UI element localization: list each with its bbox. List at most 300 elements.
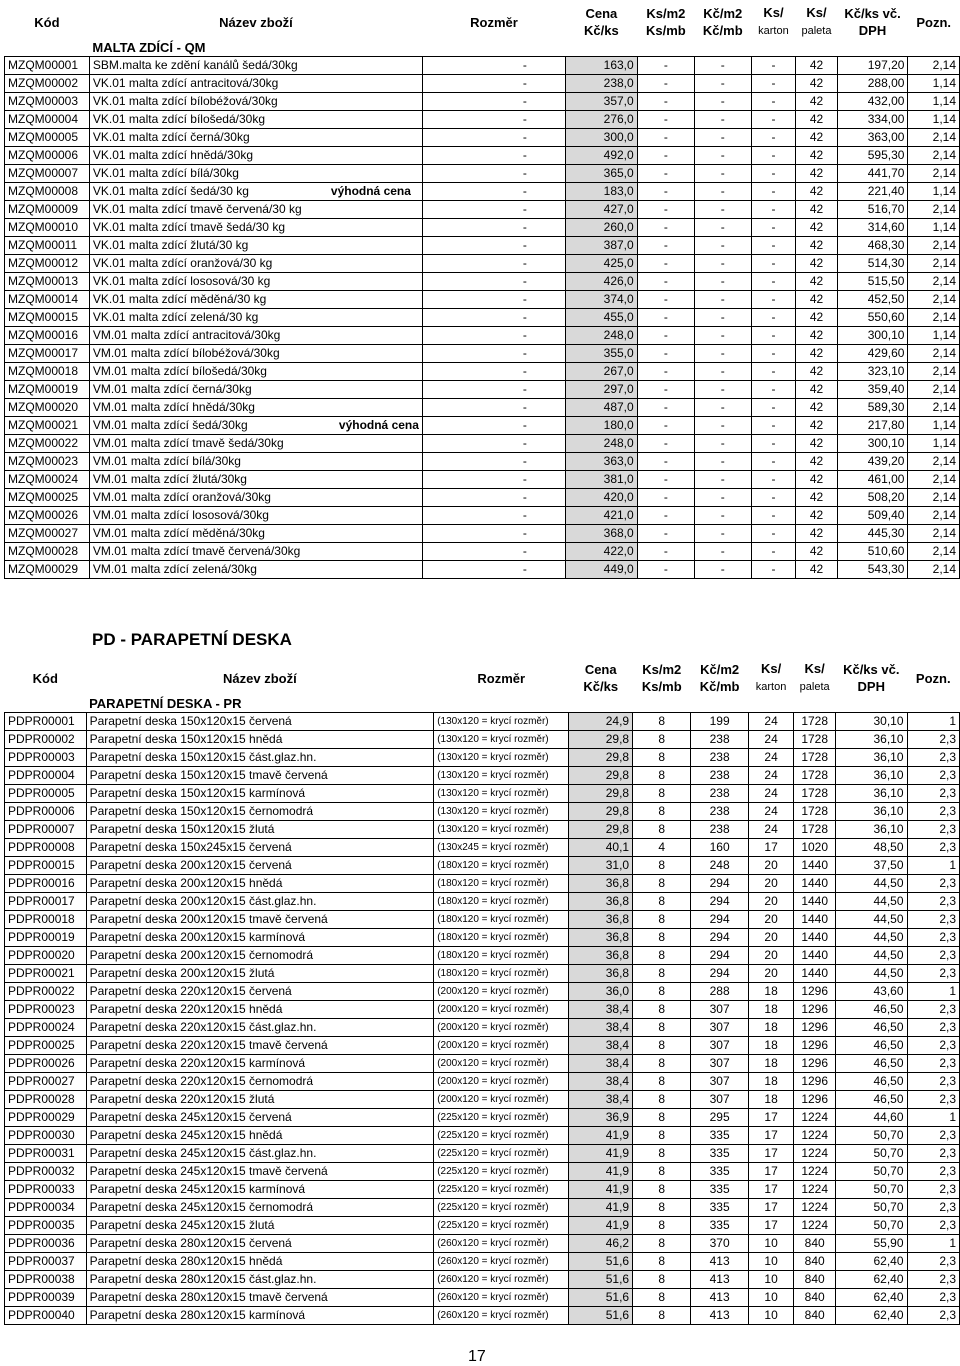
cell-nazev: Parapetní deska 245x120x15 červená [86, 1109, 434, 1127]
cell-paleta: 1728 [794, 767, 836, 785]
cell-dph: 44,50 [836, 929, 908, 947]
cell-pozn: 2,3 [907, 1163, 959, 1181]
cell-ksm: 8 [633, 1181, 691, 1199]
cell-karton: 20 [748, 911, 794, 929]
cell-rozmer: (130x120 = krycí rozměr) [434, 803, 569, 821]
col-nazev: Název zboží [219, 14, 293, 30]
cell-ksm: 8 [633, 893, 691, 911]
cell-pozn: 1,14 [908, 75, 960, 93]
cell-ksm: 8 [633, 1199, 691, 1217]
cell-paleta: 42 [796, 363, 837, 381]
cell-dph: 50,70 [836, 1127, 908, 1145]
cell-nazev: VK.01 malta zdící oranžová/30 kg [89, 255, 422, 273]
cell-kod: MZQM00014 [5, 291, 90, 309]
table-row [5, 1001, 960, 1019]
table-row [5, 1235, 960, 1253]
cell-karton: 18 [748, 1037, 794, 1055]
cell-karton: - [751, 507, 796, 525]
cell-rozmer: (260x120 = krycí rozměr) [434, 1289, 569, 1307]
cell-paleta: 1224 [794, 1199, 836, 1217]
cell-karton: - [751, 237, 796, 255]
table-row [5, 525, 960, 543]
cell-nazev: VM.01 malta zdící lososová/30kg [89, 507, 422, 525]
cell-kod: PDPR00018 [5, 911, 87, 929]
cell-kod: PDPR00004 [5, 767, 87, 785]
cell-ksm: 8 [633, 1055, 691, 1073]
cell-paleta: 1440 [794, 857, 836, 875]
cell-paleta: 1224 [794, 1163, 836, 1181]
cell-kod: PDPR00007 [5, 821, 87, 839]
table-row [5, 201, 960, 219]
cell-paleta: 840 [794, 1271, 836, 1289]
cell-nazev: VK.01 malta zdící antracitová/30kg [89, 75, 422, 93]
cell-kod: MZQM00026 [5, 507, 90, 525]
cell-rozmer: - [422, 435, 565, 453]
table-row [5, 381, 960, 399]
cell-rozmer: - [422, 237, 565, 255]
cell-kcm: - [695, 489, 751, 507]
cell-kod: MZQM00022 [5, 435, 90, 453]
cell-paleta: 42 [796, 507, 837, 525]
cell-karton: - [751, 453, 796, 471]
cell-karton: 18 [748, 1091, 794, 1109]
cell-kcm: 413 [691, 1271, 748, 1289]
cell-cena: 248,0 [566, 435, 638, 453]
cell-karton: 10 [748, 1253, 794, 1271]
cell-ksm: - [637, 327, 694, 345]
cell-ksm: - [637, 345, 694, 363]
cell-paleta: 1728 [794, 785, 836, 803]
cell-kod: MZQM00003 [5, 93, 90, 111]
cell-ksm: 8 [633, 983, 691, 1001]
cell-ksm: - [637, 543, 694, 561]
cell-pozn: 2,14 [908, 237, 960, 255]
table-row [5, 327, 960, 345]
table-row [5, 1217, 960, 1235]
cell-dph: 43,60 [836, 983, 908, 1001]
cell-dph: 288,00 [837, 75, 908, 93]
cell-karton: - [751, 561, 796, 579]
cell-kod: MZQM00010 [5, 219, 90, 237]
table-row [5, 1109, 960, 1127]
cell-nazev: Parapetní deska 280x120x15 červená [86, 1235, 434, 1253]
cell-rozmer: - [422, 345, 565, 363]
cell-kcm: 294 [691, 947, 748, 965]
cell-kcm: 413 [691, 1289, 748, 1307]
table-row [5, 1271, 960, 1289]
cell-ksm: 8 [633, 1019, 691, 1037]
cell-nazev: VK.01 malta zdící černá/30kg [89, 129, 422, 147]
cell-kod: PDPR00035 [5, 1217, 87, 1235]
cell-pozn: 2,3 [907, 929, 959, 947]
cell-karton: - [751, 471, 796, 489]
cell-kod: PDPR00029 [5, 1109, 87, 1127]
cell-rozmer: - [422, 309, 565, 327]
cell-cena: 248,0 [566, 327, 638, 345]
cell-cena: 426,0 [566, 273, 638, 291]
cell-kod: PDPR00008 [5, 839, 87, 857]
cell-dph: 300,10 [837, 435, 908, 453]
cell-karton: - [751, 129, 796, 147]
cell-dph: 46,50 [836, 1037, 908, 1055]
cell-kcm: 238 [691, 749, 748, 767]
cell-nazev: Parapetní deska 245x120x15 hnědá [86, 1127, 434, 1145]
cell-paleta: 1728 [794, 803, 836, 821]
cell-pozn: 2,3 [907, 731, 959, 749]
cell-cena: 41,9 [569, 1127, 633, 1145]
cell-rozmer: (200x120 = krycí rozměr) [434, 1001, 569, 1019]
cell-kod: PDPR00027 [5, 1073, 87, 1091]
cell-cena: 38,4 [569, 1037, 633, 1055]
cell-nazev: Parapetní deska 200x120x15 žlutá [86, 965, 434, 983]
cell-rozmer: - [422, 453, 565, 471]
cell-pozn: 1 [907, 713, 959, 731]
cell-paleta: 1296 [794, 983, 836, 1001]
cell-nazev: Parapetní deska 280x120x15 karmínová [86, 1307, 434, 1325]
cell-cena: 260,0 [566, 219, 638, 237]
product-name: VK.01 malta zdící šedá/30 kg [92, 184, 249, 198]
cell-karton: - [751, 399, 796, 417]
cell-kcm: - [695, 345, 751, 363]
cell-paleta: 42 [796, 165, 837, 183]
table-row [5, 183, 960, 201]
cell-kcm: - [695, 381, 751, 399]
cell-nazev: Parapetní deska 220x120x15 černomodrá [86, 1073, 434, 1091]
cell-paleta: 42 [796, 129, 837, 147]
cell-nazev: Parapetní deska 150x245x15 červená [86, 839, 434, 857]
cell-kcm: 238 [691, 821, 748, 839]
cell-cena: 41,9 [569, 1217, 633, 1235]
cell-dph: 36,10 [836, 803, 908, 821]
cell-karton: - [751, 327, 796, 345]
cell-nazev: Parapetní deska 245x120x15 karmínová [86, 1181, 434, 1199]
cell-nazev: VK.01 malta zdící zelená/30 kg [89, 309, 422, 327]
table-row [5, 111, 960, 129]
cell-pozn: 2,3 [907, 1091, 959, 1109]
col-pozn: Pozn. [915, 670, 951, 686]
cell-kcm: - [695, 273, 751, 291]
cell-ksm: - [637, 399, 694, 417]
cell-kcm: 295 [691, 1109, 748, 1127]
cell-dph: 221,40 [837, 183, 908, 201]
cell-karton: 10 [748, 1307, 794, 1325]
cell-cena: 420,0 [566, 489, 638, 507]
cell-ksm: 4 [633, 839, 691, 857]
cell-rozmer: (180x120 = krycí rozměr) [434, 857, 569, 875]
cell-kcm: - [695, 237, 751, 255]
cell-rozmer: (130x245 = krycí rozměr) [434, 839, 569, 857]
cell-nazev: VK.01 malta zdící hnědá/30kg [89, 147, 422, 165]
cell-rozmer: - [422, 525, 565, 543]
cell-kod: PDPR00003 [5, 749, 87, 767]
cell-paleta: 42 [796, 471, 837, 489]
cell-paleta: 42 [796, 327, 837, 345]
cell-ksm: 8 [633, 1307, 691, 1325]
cell-dph: 429,60 [837, 345, 908, 363]
cell-pozn: 2,14 [908, 507, 960, 525]
cell-ksm: - [637, 147, 694, 165]
cell-paleta: 42 [796, 273, 837, 291]
cell-cena: 427,0 [566, 201, 638, 219]
cell-kod: MZQM00020 [5, 399, 90, 417]
cell-kod: PDPR00034 [5, 1199, 87, 1217]
malta-price-table [4, 4, 960, 579]
cell-kcm: - [695, 291, 751, 309]
cell-paleta: 1296 [794, 1037, 836, 1055]
table-row [5, 911, 960, 929]
cell-pozn: 2,14 [908, 129, 960, 147]
cell-paleta: 1440 [794, 875, 836, 893]
cell-paleta: 42 [796, 111, 837, 129]
cell-karton: - [751, 75, 796, 93]
cell-kod: PDPR00015 [5, 857, 87, 875]
cell-kod: MZQM00011 [5, 237, 90, 255]
cell-nazev: Parapetní deska 150x120x15 tmavě červená [86, 767, 434, 785]
cell-ksm: - [637, 255, 694, 273]
cell-cena: 41,9 [569, 1145, 633, 1163]
cell-kod: MZQM00002 [5, 75, 90, 93]
cell-rozmer: (180x120 = krycí rozměr) [434, 911, 569, 929]
cell-rozmer: (180x120 = krycí rozměr) [434, 893, 569, 911]
cell-dph: 46,50 [836, 1001, 908, 1019]
cell-cena: 41,9 [569, 1199, 633, 1217]
col-kcm: Kč/m2 Kč/mb [699, 662, 740, 694]
cell-pozn: 1 [907, 983, 959, 1001]
cell-pozn: 2,3 [907, 1271, 959, 1289]
cell-kod: PDPR00040 [5, 1307, 87, 1325]
cell-rozmer: - [422, 381, 565, 399]
table-row [5, 1181, 960, 1199]
cell-ksm: - [637, 273, 694, 291]
cell-pozn: 2,14 [908, 309, 960, 327]
col-dph: Kč/ks vč. DPH [844, 6, 901, 38]
cell-paleta: 42 [796, 399, 837, 417]
cell-kod: PDPR00024 [5, 1019, 87, 1037]
cell-paleta: 1296 [794, 1055, 836, 1073]
cell-rozmer: (180x120 = krycí rozměr) [434, 947, 569, 965]
cell-kod: MZQM00029 [5, 561, 90, 579]
cell-kcm: 238 [691, 767, 748, 785]
table-row [5, 893, 960, 911]
cell-kcm: 335 [691, 1145, 748, 1163]
cell-kcm: - [695, 453, 751, 471]
cell-kod: MZQM00012 [5, 255, 90, 273]
cell-karton: 24 [748, 713, 794, 731]
section-title: PD - PARAPETNÍ DESKA [92, 630, 292, 649]
cell-ksm: 8 [633, 857, 691, 875]
table-row [5, 1091, 960, 1109]
cell-ksm: 8 [633, 947, 691, 965]
cell-dph: 461,00 [837, 471, 908, 489]
cell-karton: 18 [748, 1055, 794, 1073]
cell-kcm: - [695, 219, 751, 237]
cell-dph: 62,40 [836, 1307, 908, 1325]
cell-karton: - [751, 309, 796, 327]
col-paleta: Ks/ paleta [801, 5, 832, 37]
cell-kcm: 307 [691, 1037, 748, 1055]
cell-rozmer: (260x120 = krycí rozměr) [434, 1253, 569, 1271]
cell-kcm: 335 [691, 1181, 748, 1199]
cell-paleta: 1224 [794, 1217, 836, 1235]
cell-kcm: 238 [691, 803, 748, 821]
cell-cena: 29,8 [569, 749, 633, 767]
cell-rozmer: - [422, 417, 565, 435]
cell-kod: PDPR00016 [5, 875, 87, 893]
cell-nazev: Parapetní deska 280x120x15 část.glaz.hn. [86, 1271, 434, 1289]
table-row [5, 507, 960, 525]
cell-cena: 24,9 [569, 713, 633, 731]
cell-cena: 38,4 [569, 1019, 633, 1037]
table-row [5, 857, 960, 875]
cell-cena: 36,8 [569, 929, 633, 947]
cell-rozmer: (180x120 = krycí rozměr) [434, 965, 569, 983]
cell-nazev: SBM.malta ke zdění kanálů šedá/30kg [89, 57, 422, 75]
section-label-row [5, 40, 960, 57]
cell-rozmer: (130x120 = krycí rozměr) [434, 731, 569, 749]
cell-kcm: - [695, 507, 751, 525]
cell-kcm: - [695, 93, 751, 111]
cell-rozmer: (130x120 = krycí rozměr) [434, 821, 569, 839]
table-row [5, 489, 960, 507]
cell-paleta: 1020 [794, 839, 836, 857]
cell-dph: 62,40 [836, 1289, 908, 1307]
cell-cena: 36,9 [569, 1109, 633, 1127]
cell-karton: - [751, 291, 796, 309]
cell-ksm: 8 [633, 1235, 691, 1253]
cell-rozmer: (225x120 = krycí rozměr) [434, 1217, 569, 1235]
cell-cena: 374,0 [566, 291, 638, 309]
cell-paleta: 42 [796, 345, 837, 363]
cell-rozmer: (225x120 = krycí rozměr) [434, 1199, 569, 1217]
table-row [5, 165, 960, 183]
cell-paleta: 42 [796, 237, 837, 255]
cell-karton: 17 [748, 1199, 794, 1217]
cell-dph: 50,70 [836, 1181, 908, 1199]
cell-nazev: Parapetní deska 280x120x15 hnědá [86, 1253, 434, 1271]
cell-rozmer: (260x120 = krycí rozměr) [434, 1271, 569, 1289]
cell-pozn: 2,14 [908, 255, 960, 273]
cell-nazev: VK.01 malta zdící bílá/30kg [89, 165, 422, 183]
cell-kod: MZQM00018 [5, 363, 90, 381]
cell-kcm: - [695, 111, 751, 129]
cell-kcm: - [695, 435, 751, 453]
cell-kod: MZQM00005 [5, 129, 90, 147]
table-row [5, 803, 960, 821]
cell-rozmer: - [422, 471, 565, 489]
cell-karton: - [751, 525, 796, 543]
cell-karton: 18 [748, 1073, 794, 1091]
table-row [5, 821, 960, 839]
cell-nazev: Parapetní deska 245x120x15 černomodrá [86, 1199, 434, 1217]
cell-cena: 163,0 [566, 57, 638, 75]
col-ksm: Ks/m2 Ks/mb [646, 6, 686, 38]
cell-pozn: 2,3 [907, 1127, 959, 1145]
cell-rozmer: - [422, 327, 565, 345]
table-row [5, 309, 960, 327]
cell-kod: MZQM00024 [5, 471, 90, 489]
cell-paleta: 1296 [794, 1073, 836, 1091]
cell-dph: 44,60 [836, 1109, 908, 1127]
cell-pozn: 1,14 [908, 417, 960, 435]
cell-kcm: 288 [691, 983, 748, 1001]
cell-kcm: 294 [691, 893, 748, 911]
cell-ksm: - [637, 219, 694, 237]
cell-kod: MZQM00021 [5, 417, 90, 435]
cell-nazev: Parapetní deska 150x120x15 karmínová [86, 785, 434, 803]
cell-paleta: 1224 [794, 1145, 836, 1163]
table-row [5, 749, 960, 767]
cell-kcm: - [695, 165, 751, 183]
cell-karton: 24 [748, 731, 794, 749]
cell-kcm: 248 [691, 857, 748, 875]
col-paleta: Ks/ paleta [799, 661, 830, 693]
table-row [5, 965, 960, 983]
cell-rozmer: - [422, 291, 565, 309]
cell-kcm: - [695, 309, 751, 327]
cell-pozn: 1,14 [908, 183, 960, 201]
cell-dph: 359,40 [837, 381, 908, 399]
cell-pozn: 2,3 [907, 1037, 959, 1055]
cell-paleta: 840 [794, 1235, 836, 1253]
cell-paleta: 1296 [794, 1091, 836, 1109]
cell-rozmer: (130x120 = krycí rozměr) [434, 767, 569, 785]
cell-karton: - [751, 273, 796, 291]
cell-ksm: - [637, 525, 694, 543]
table-row [5, 1163, 960, 1181]
cell-kcm: 335 [691, 1127, 748, 1145]
cell-dph: 44,50 [836, 893, 908, 911]
table-row [5, 129, 960, 147]
cell-pozn: 1,14 [908, 219, 960, 237]
cell-karton: 20 [748, 857, 794, 875]
cell-ksm: - [637, 489, 694, 507]
cell-dph: 36,10 [836, 785, 908, 803]
cell-rozmer: - [422, 543, 565, 561]
col-kcm: Kč/m2 Kč/mb [702, 6, 743, 38]
cell-rozmer: (200x120 = krycí rozměr) [434, 1055, 569, 1073]
cell-dph: 50,70 [836, 1145, 908, 1163]
cell-kcm: 413 [691, 1253, 748, 1271]
cell-cena: 421,0 [566, 507, 638, 525]
cell-paleta: 840 [794, 1307, 836, 1325]
cell-kod: PDPR00039 [5, 1289, 87, 1307]
table-row [5, 237, 960, 255]
cell-kcm: - [695, 147, 751, 165]
cell-nazev: Parapetní deska 245x120x15 tmavě červená [86, 1163, 434, 1181]
product-name: VM.01 malta zdící šedá/30kg [92, 418, 248, 432]
cell-kod: MZQM00004 [5, 111, 90, 129]
col-pozn: Pozn. [916, 14, 952, 30]
cell-dph: 50,70 [836, 1163, 908, 1181]
cell-dph: 510,60 [837, 543, 908, 561]
cell-cena: 51,6 [569, 1307, 633, 1325]
cell-kcm: - [695, 327, 751, 345]
cell-karton: - [751, 363, 796, 381]
cell-paleta: 42 [796, 183, 837, 201]
cell-kcm: - [695, 561, 751, 579]
cell-pozn: 2,3 [907, 1055, 959, 1073]
cell-karton: 20 [748, 947, 794, 965]
cell-kcm: - [695, 399, 751, 417]
col-rozmer: Rozměr [470, 14, 518, 30]
cell-kod: PDPR00005 [5, 785, 87, 803]
cell-cena: 29,8 [569, 731, 633, 749]
cell-kod: PDPR00037 [5, 1253, 87, 1271]
cell-pozn: 2,14 [908, 165, 960, 183]
cell-cena: 368,0 [566, 525, 638, 543]
cell-cena: 363,0 [566, 453, 638, 471]
cell-karton: - [751, 147, 796, 165]
